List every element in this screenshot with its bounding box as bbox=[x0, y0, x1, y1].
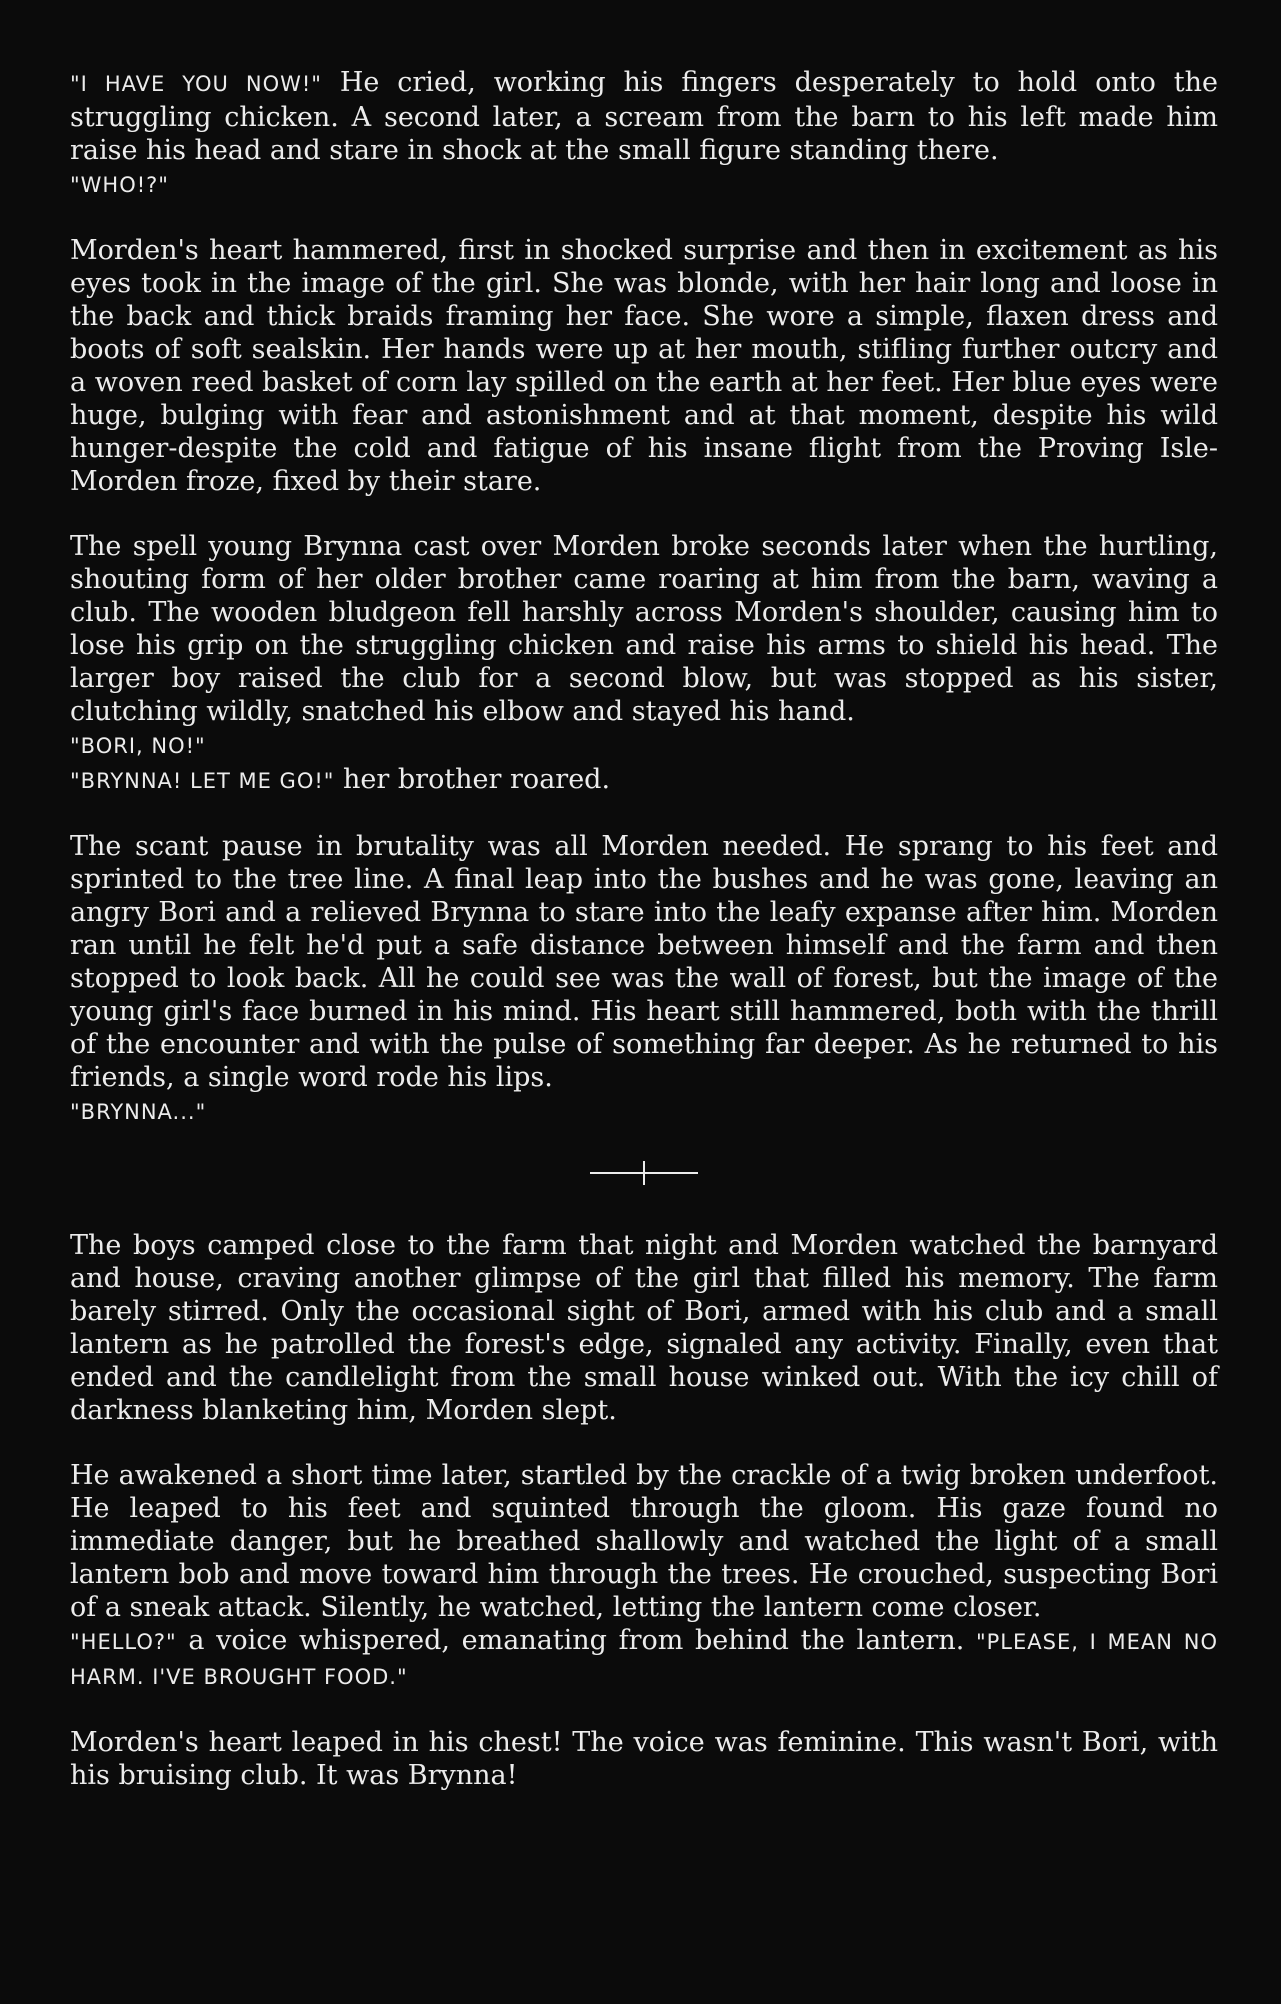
dialogue-brynna: "BRYNNA..." bbox=[70, 1100, 207, 1124]
narration-text: her brother roared. bbox=[334, 764, 611, 795]
divider-vertical-tick bbox=[643, 1161, 645, 1185]
paragraph-2 bbox=[70, 234, 1218, 498]
paragraph-1-dialogue-line bbox=[70, 167, 1218, 202]
dialogue-hello: "HELLO?" bbox=[70, 1630, 177, 1654]
paragraph-1-body bbox=[70, 66, 1218, 167]
paragraph-5-body: The boys camped close to the farm that night and Morden watched the barnyard and house, craving another glimpse of the girl that filled his memory. The farm barely stirred. Only the occasional sight of Bori, armed with his club and a small lantern as he patrolled the forest's edge, signaled any activity. Finally, even that ended and the candlelight from the small house winked out. With the icy chill of darkness blanketing him, Morden slept. bbox=[70, 1230, 1218, 1426]
narration-text: He cried, working his fingers desperately to hold onto the struggling chicken. A second later, a scream from the barn to his left made him raise his head and stare in shock at the small figure standing there. bbox=[70, 67, 1218, 166]
paragraph-7-body: Morden's heart leaped in his chest! The voice was feminine. This wasn't Bori, with his bruising club. It was Brynna! bbox=[70, 1727, 1218, 1791]
paragraph-3-dialogue-line bbox=[70, 763, 1218, 798]
dialogue-bori-no: "BORI, NO!" bbox=[70, 734, 206, 758]
paragraph-6-dialogue-line bbox=[70, 1624, 1218, 1694]
paragraph-6 bbox=[70, 1459, 1218, 1694]
paragraph-2-body: Morden's heart hammered, first in shocked surprise and then in excitement as his eyes took in the image of the girl. She was blonde, with her hair long and loose in the back and thick braids framing her face. She wore a simple, flaxen dress and boots of soft sealskin. Her hands were up at her mouth, stifling further outcry and a woven reed basket of corn lay spilled on the earth at her feet. Her blue eyes were huge, bulging with fear and astonishment and at that moment, despite his wild hunger-despite the cold and fatigue of his insane flight from the Proving Isle-Morden froze, fixed by their stare. bbox=[70, 235, 1218, 497]
story-page bbox=[70, 66, 1218, 1824]
dialogue-who: "WHO!?" bbox=[70, 173, 169, 197]
paragraph-1 bbox=[70, 66, 1218, 202]
paragraph-3 bbox=[70, 530, 1218, 798]
paragraph-7 bbox=[70, 1726, 1218, 1792]
paragraph-3-dialogue-line bbox=[70, 728, 1218, 763]
narration-text: a voice whispered, emanating from behind the lantern. bbox=[176, 1625, 976, 1656]
paragraph-4-dialogue-line bbox=[70, 1094, 1218, 1129]
dialogue-brynna-let-me-go: "BRYNNA! LET ME GO!" bbox=[70, 769, 335, 793]
paragraph-3-body: The spell young Brynna cast over Morden broke seconds later when the hurtling, shouting form of her older brother came roaring at him from the barn, waving a club. The wooden bludgeon fell harshly across Morden's shoulder, causing him to lose his grip on the struggling chicken and raise his arms to shield his head. The larger boy raised the club for a second blow, but was stopped as his sister, clutching wildly, snatched his elbow and stayed his hand. bbox=[70, 531, 1218, 727]
dialogue-please-i-mean-no-harm: "PLEASE, I MEAN NO HARM. I'VE BROUGHT FOOD." bbox=[70, 1630, 1218, 1689]
paragraph-4 bbox=[70, 830, 1218, 1129]
paragraph-5 bbox=[70, 1229, 1218, 1427]
paragraph-4-body: The scant pause in brutality was all Morden needed. He sprang to his feet and sprinted to the tree line. A final leap into the bushes and he was gone, leaving an angry Bori and a relieved Brynna to stare into the leafy expanse after him. Morden ran until he felt he'd put a safe distance between himself and the farm and then stopped to look back. All he could see was the wall of forest, but the image of the young girl's face burned in his mind. His heart still hammered, both with the thrill of the encounter and with the pulse of something far deeper. As he returned to his friends, a single word rode his lips. bbox=[70, 831, 1218, 1093]
paragraph-6-body: He awakened a short time later, startled by the crackle of a twig broken underfoot. He leaped to his feet and squinted through the gloom. His gaze found no immediate danger, but he breathed shallowly and watched the light of a small lantern bob and move toward him through the trees. He crouched, suspecting Bori of a sneak attack. Silently, he watched, letting the lantern come closer. bbox=[70, 1460, 1218, 1623]
section-divider bbox=[590, 1161, 698, 1185]
dialogue-i-have-you-now: "I HAVE YOU NOW!" bbox=[70, 72, 322, 96]
